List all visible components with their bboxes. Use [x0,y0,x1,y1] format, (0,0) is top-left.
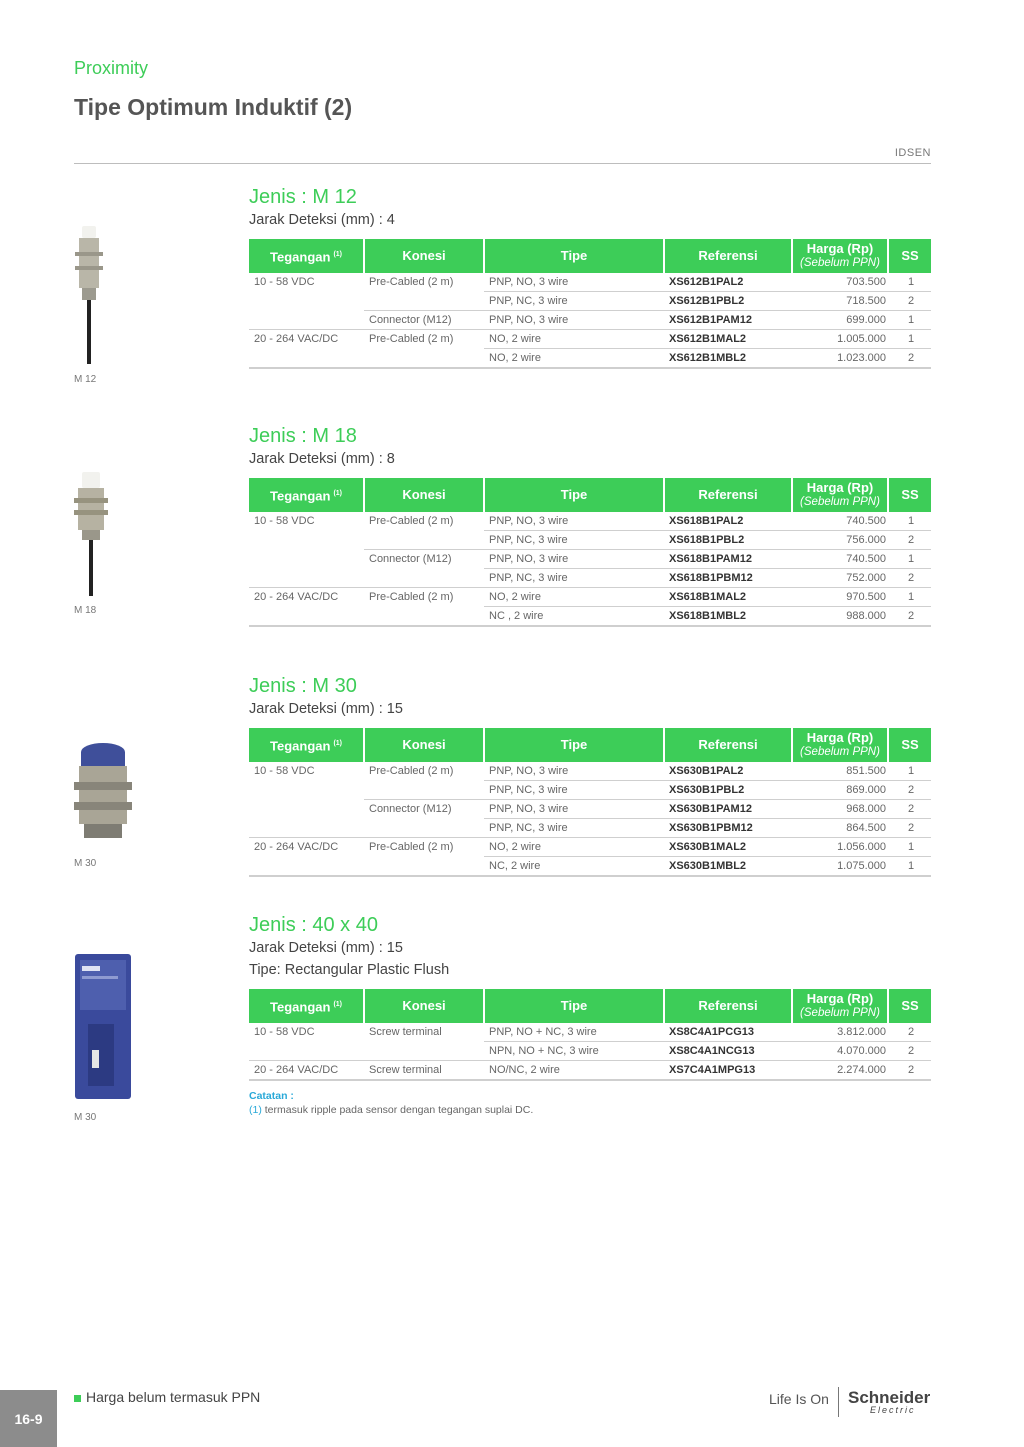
connection-cell: Pre-Cabled (2 m) [364,838,484,857]
output-type-cell: PNP, NC, 3 wire [484,531,664,550]
price-cell: 752.000 [792,569,888,588]
ss-cell: 1 [888,588,931,607]
ss-cell: 2 [888,781,931,800]
table-row [249,819,931,838]
output-type-cell: PNP, NC, 3 wire [484,781,664,800]
note-number: (1) [249,1104,262,1116]
header-ss: SS [888,728,931,762]
m30-sensor-image [70,740,136,845]
footer-note [74,1389,260,1405]
table-row [249,273,931,292]
table-header-row [249,239,931,273]
reference-cell: XS630B1MAL2 [664,838,792,857]
reference-cell: XS612B1MBL2 [664,349,792,369]
voltage-cell [249,781,364,800]
header-referensi: Referensi [664,239,792,273]
table-header-row [249,478,931,512]
header-tegangan-label: Tegangan [270,999,331,1015]
voltage-cell [249,311,364,330]
header-harga [792,989,888,1023]
page-number-tab: 16-9 [0,1390,57,1447]
price-cell: 864.500 [792,819,888,838]
header-konesi: Konesi [364,989,484,1023]
price-cell: 699.000 [792,311,888,330]
header-tegangan-note: (1) [333,250,342,258]
price-cell: 1.023.000 [792,349,888,369]
spec-table [249,239,931,369]
note-text [249,1103,931,1117]
header-harga-sub: (Sebelum PPN) [800,257,880,269]
ss-cell: 2 [888,800,931,819]
spec-table [249,478,931,627]
doc-code: IDSEN [894,147,931,159]
connection-cell [364,531,484,550]
reference-cell: XS630B1PAM12 [664,800,792,819]
output-type-cell: NO, 2 wire [484,588,664,607]
table-row [249,512,931,531]
section-m30 [249,674,931,877]
connection-cell: Connector (M12) [364,311,484,330]
output-type-cell: PNP, NC, 3 wire [484,569,664,588]
note-title: Catatan : [249,1090,294,1102]
spec-table [249,728,931,877]
voltage-cell: 20 - 264 VAC/DC [249,1061,364,1081]
section-subtitle: Jarak Deteksi (mm) : 15 [249,940,403,956]
header-tipe: Tipe [484,478,664,512]
ss-cell: 2 [908,1026,915,1038]
connection-cell: Pre-Cabled (2 m) [369,276,454,289]
table-row [249,550,931,569]
voltage-cell [249,292,364,311]
section-title: Jenis : M 30 [249,675,357,697]
table-row [249,1061,931,1081]
ss-cell: 1 [908,276,915,288]
voltage-cell: 20 - 264 VAC/DC [249,330,364,349]
table-row [249,838,931,857]
header-tipe: Tipe [484,728,664,762]
output-type-cell: PNP, NC, 3 wire [484,292,664,311]
reference-cell: XS630B1PAL2 [669,765,744,777]
price-cell: 968.000 [792,800,888,819]
ss-cell: 2 [888,819,931,838]
reference-cell: XS630B1MBL2 [664,857,792,877]
brand-divider [838,1387,839,1417]
ss-cell: 1 [908,515,915,527]
spec-table [249,989,931,1081]
output-type-cell: PNP, NO, 3 wire [489,765,569,777]
connection-cell: Connector (M12) [364,550,484,569]
price-cell: 1.056.000 [792,838,888,857]
header-tegangan-label: Tegangan [270,488,331,504]
ss-cell: 2 [888,531,931,550]
m18-sensor-image [70,470,114,600]
section-40x40 [249,913,931,1117]
output-type-cell: PNP, NO, 3 wire [484,550,664,569]
reference-cell: XS612B1PAM12 [664,311,792,330]
connection-cell: Connector (M12) [364,800,484,819]
voltage-cell [249,550,364,569]
price-cell: 970.500 [792,588,888,607]
header-konesi: Konesi [364,728,484,762]
price-cell: 869.000 [792,781,888,800]
header-tipe: Tipe [484,239,664,273]
price-cell: 2.274.000 [792,1061,888,1081]
output-type-cell: NC, 2 wire [484,857,664,877]
connection-cell [364,569,484,588]
price-cell: 1.075.000 [792,857,888,877]
reference-cell: XS618B1MAL2 [664,588,792,607]
price-cell: 740.500 [792,550,888,569]
section-m12 [249,185,931,369]
price-cell: 703.500 [846,276,886,288]
header-harga-label: Harga (Rp) [806,241,874,256]
table-row [249,311,931,330]
voltage-cell [249,607,364,627]
brand-logo: Schneider [848,1388,931,1407]
output-type-cell: PNP, NO, 3 wire [489,515,569,527]
output-type-cell: PNP, NO, 3 wire [484,800,664,819]
table-header-row [249,989,931,1023]
header-harga-label: Harga (Rp) [806,991,874,1006]
reference-cell: XS630B1PBL2 [664,781,792,800]
output-type-cell: PNP, NO, 3 wire [489,276,569,288]
output-type-cell: NO, 2 wire [484,349,664,369]
ss-cell: 1 [888,838,931,857]
voltage-cell: 20 - 264 VAC/DC [249,588,364,607]
header-harga-sub: (Sebelum PPN) [800,746,880,758]
voltage-cell [249,819,364,838]
header-referensi: Referensi [664,728,792,762]
output-type-cell: NO, 2 wire [484,838,664,857]
ss-cell: 1 [888,330,931,349]
header-harga-label: Harga (Rp) [806,730,874,745]
table-row [249,800,931,819]
header-tegangan [249,478,364,512]
header-tipe: Tipe [484,989,664,1023]
image-label-m12: M 12 [74,374,97,385]
price-cell: 740.500 [846,515,886,527]
table-row [249,1042,931,1061]
header-tegangan-label: Tegangan [270,249,331,265]
header-ss: SS [888,239,931,273]
table-row [249,292,931,311]
header-harga-label: Harga (Rp) [806,480,874,495]
table-row [249,531,931,550]
section-subtitle: Jarak Deteksi (mm) : 8 [249,451,395,467]
connection-cell: Screw terminal [364,1061,484,1081]
brand-logo-sub: Electric [870,1405,916,1415]
price-cell: 4.070.000 [792,1042,888,1061]
price-cell: 756.000 [792,531,888,550]
price-cell: 988.000 [792,607,888,627]
ss-cell: 2 [888,569,931,588]
table-row [249,762,931,781]
connection-cell [364,857,484,877]
connection-cell: Pre-Cabled (2 m) [369,515,454,528]
connection-cell [364,781,484,800]
section-title: Jenis : M 18 [249,425,357,447]
header-ss: SS [888,989,931,1023]
table-row [249,781,931,800]
voltage-cell [249,1042,364,1061]
header-tegangan [249,239,364,273]
header-konesi: Konesi [364,239,484,273]
output-type-cell: PNP, NC, 3 wire [484,819,664,838]
ss-cell: 1 [888,311,931,330]
header-tegangan-note: (1) [333,1000,342,1008]
header-ss: SS [888,478,931,512]
image-label-m30: M 30 [74,858,97,869]
section-subtitle-type: Tipe: Rectangular Plastic Flush [249,962,450,978]
voltage-cell [249,531,364,550]
reference-cell: XS618B1PBL2 [664,531,792,550]
ss-cell: 2 [888,1061,931,1081]
connection-cell: Screw terminal [369,1026,442,1039]
section-title: Jenis : M 12 [249,186,357,208]
header-harga-sub: (Sebelum PPN) [800,496,880,508]
connection-cell: Pre-Cabled (2 m) [364,588,484,607]
reference-cell: XS618B1PAM12 [664,550,792,569]
header-tegangan [249,989,364,1023]
header-referensi: Referensi [664,989,792,1023]
table-row [249,1023,931,1042]
life-is-on-slogan: Life Is On [769,1391,829,1407]
header-harga [792,239,888,273]
voltage-cell: 10 - 58 VDC [254,1026,315,1039]
price-cell: 851.500 [846,765,886,777]
table-row [249,607,931,627]
reference-cell: XS630B1PBM12 [664,819,792,838]
voltage-cell: 10 - 58 VDC [254,276,315,289]
output-type-cell: NO/NC, 2 wire [484,1061,664,1081]
voltage-cell: 20 - 264 VAC/DC [249,838,364,857]
voltage-cell [249,349,364,369]
ss-cell: 1 [908,765,915,777]
output-type-cell: PNP, NO, 3 wire [484,311,664,330]
output-type-cell: NPN, NO + NC, 3 wire [484,1042,664,1061]
header-tegangan-note: (1) [333,739,342,747]
section-subtitle: Jarak Deteksi (mm) : 4 [249,212,395,228]
voltage-cell [249,800,364,819]
reference-cell: XS618B1MBL2 [664,607,792,627]
ss-cell: 2 [888,1042,931,1061]
header-harga [792,478,888,512]
image-label-m18: M 18 [74,605,97,616]
price-cell: 1.005.000 [792,330,888,349]
image-label-40x40: M 30 [74,1112,97,1123]
section-title: Jenis : 40 x 40 [249,914,378,936]
table-header-row [249,728,931,762]
page-title: Tipe Optimum Induktif (2) [74,94,353,120]
table-row [249,588,931,607]
voltage-cell [249,857,364,877]
price-cell: 718.500 [792,292,888,311]
connection-cell [364,819,484,838]
connection-cell [364,1042,484,1061]
output-type-cell: NO, 2 wire [484,330,664,349]
header-harga [792,728,888,762]
ss-cell: 2 [888,607,931,627]
reference-cell: XS618B1PBM12 [664,569,792,588]
ss-cell: 2 [888,292,931,311]
voltage-cell [249,569,364,588]
header-tegangan-label: Tegangan [270,738,331,754]
ss-cell: 2 [888,349,931,369]
reference-cell: XS7C4A1MPG13 [664,1061,792,1081]
header-harga-sub: (Sebelum PPN) [800,1007,880,1019]
reference-cell: XS8C4A1PCG13 [669,1026,754,1038]
header-tegangan [249,728,364,762]
section-subtitle: Jarak Deteksi (mm) : 15 [249,701,403,717]
rectangular-sensor-image [72,952,136,1104]
reference-cell: XS612B1PAL2 [669,276,744,288]
header-konesi: Konesi [364,478,484,512]
output-type-cell: PNP, NO + NC, 3 wire [489,1026,597,1038]
reference-cell: XS618B1PAL2 [669,515,744,527]
voltage-cell: 10 - 58 VDC [254,765,315,778]
table-row [249,569,931,588]
category-label: Proximity [74,58,149,78]
header-tegangan-note: (1) [333,489,342,497]
table-row [249,330,931,349]
header-divider [74,163,931,164]
connection-cell [364,292,484,311]
reference-cell: XS8C4A1NCG13 [664,1042,792,1061]
connection-cell: Pre-Cabled (2 m) [369,765,454,778]
table-row [249,857,931,877]
output-type-cell: NC , 2 wire [484,607,664,627]
voltage-cell: 10 - 58 VDC [254,515,315,528]
connection-cell: Pre-Cabled (2 m) [364,330,484,349]
footer-note-text: Harga belum termasuk PPN [86,1389,261,1405]
note-body: termasuk ripple pada sensor dengan tegangan suplai DC. [264,1104,534,1116]
reference-cell: XS612B1MAL2 [664,330,792,349]
ss-cell: 1 [888,857,931,877]
table-row [249,349,931,369]
connection-cell [364,607,484,627]
reference-cell: XS612B1PBL2 [664,292,792,311]
section-m18 [249,424,931,627]
connection-cell [364,349,484,369]
bullet-square-icon [74,1395,81,1402]
price-cell: 3.812.000 [837,1026,886,1038]
ss-cell: 1 [888,550,931,569]
header-referensi: Referensi [664,478,792,512]
m12-sensor-image [70,222,110,367]
